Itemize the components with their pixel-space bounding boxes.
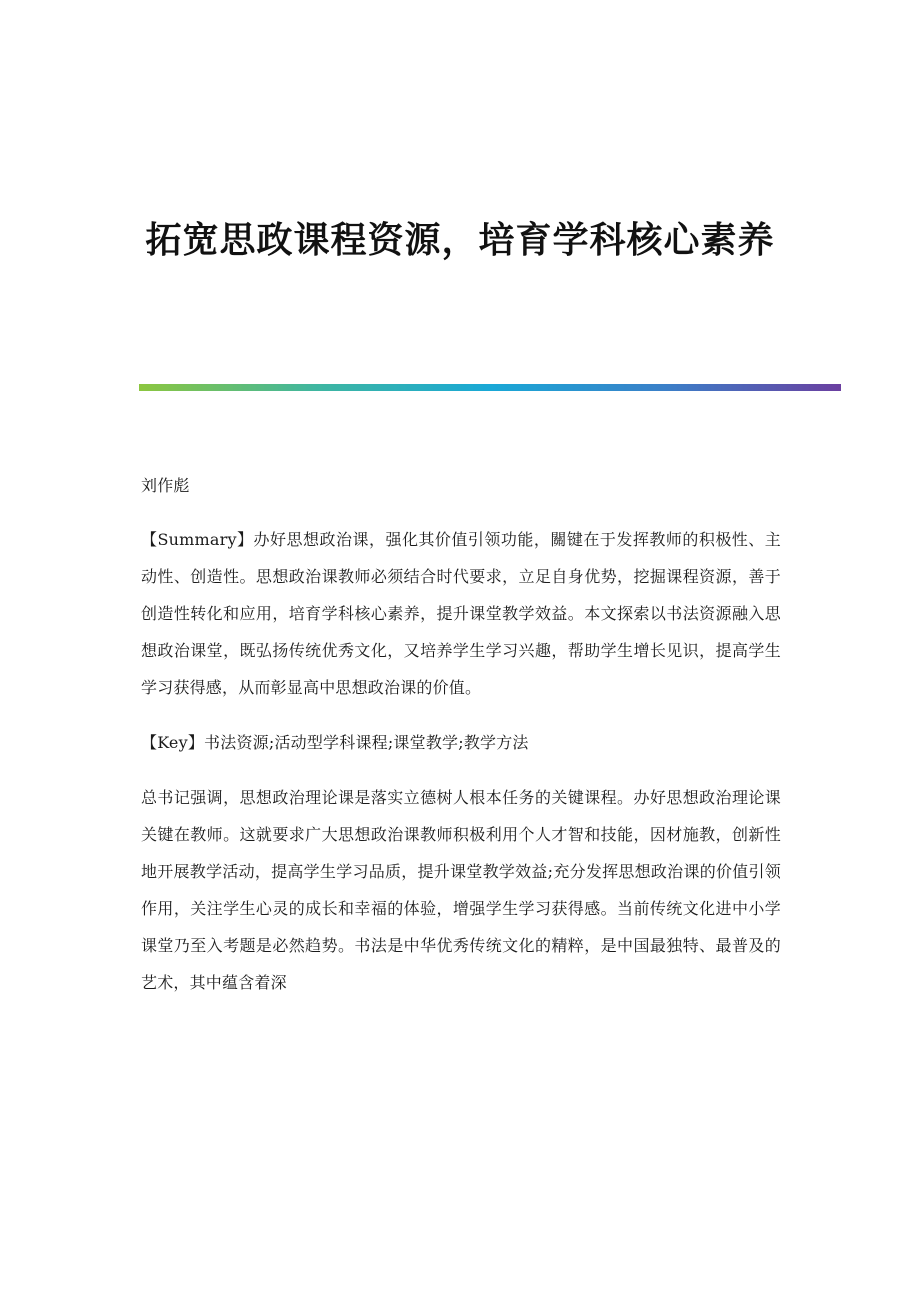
keywords-text: 书法资源;活动型学科课程;课堂教学;教学方法 <box>204 733 529 752</box>
body-paragraph: 总书记强调，思想政治理论课是落实立德树人根本任务的关键课程。办好思想政治理论课关键在教师。这就要求广大思想政治课教师积极利用个人才智和技能，因材施教，创新性地开展教学活动，提高学生学习品质，提升课堂教学效益;充分发挥思想政治课的价值引领作用，关注学生心灵的成长和幸福的体验，增强学生学习获得感。当前传统文化进中小学课堂乃至入考题是必然趋势。书法是中华优秀传统文化的精粹，是中国最独特、最普及的艺术，其中蕴含着深 <box>141 788 781 992</box>
summary-paragraph <box>141 521 781 706</box>
document-title: 拓宽思政课程资源，培育学科核心素养 <box>145 219 775 261</box>
document-content <box>141 467 781 1019</box>
author-name: 刘作彪 <box>141 476 190 495</box>
title-divider <box>139 384 841 391</box>
keywords-label: 【Key】 <box>141 733 205 752</box>
keywords-paragraph <box>141 724 781 761</box>
summary-text: 办好思想政治课，强化其价值引领功能，關键在于发挥教师的积极性、主动性、创造性。思想政治课教师必须结合时代要求，立足自身优势，挖掘课程资源，善于创造性转化和应用，培育学科核心素养，提升课堂教学效益。本文探索以书法资源融入思想政治课堂，既弘扬传统优秀文化，又培养学生学习兴趣，帮助学生增长见识，提高学生学习获得感，从而彰显高中思想政治课的价值。 <box>141 530 781 697</box>
summary-label: 【Summary】 <box>141 530 254 549</box>
